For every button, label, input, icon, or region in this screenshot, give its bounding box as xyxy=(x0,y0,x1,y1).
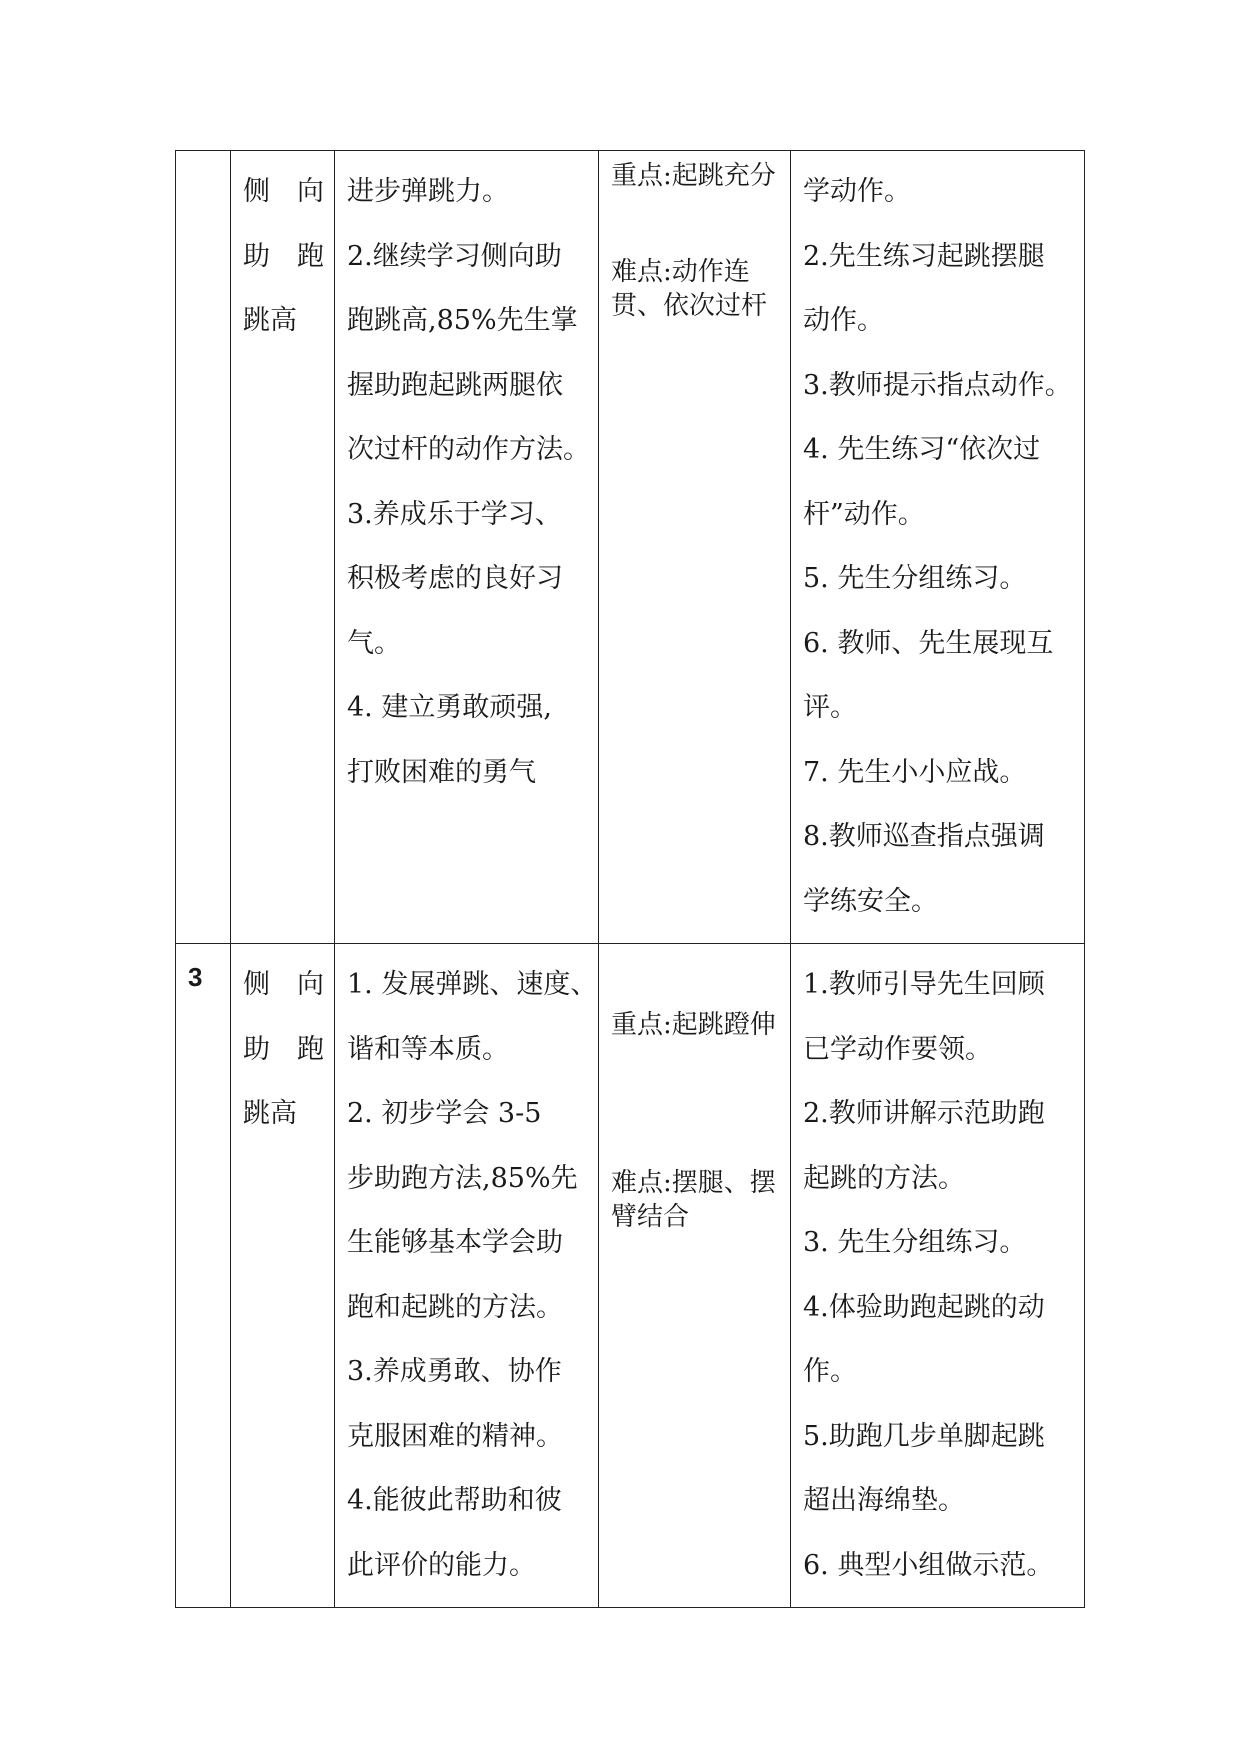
topic-char: 助 xyxy=(243,1033,270,1065)
key-points-cell xyxy=(599,151,791,944)
procedure-line: 6. 教师、先生展现互 xyxy=(803,627,1054,659)
objective-line: 4.能彼此帮助和彼 xyxy=(347,1485,562,1516)
procedure-cell xyxy=(791,944,1085,1608)
objective-line: 3.养成乐于学习、 xyxy=(347,498,562,530)
table-row xyxy=(176,944,1085,1608)
table-row xyxy=(176,151,1085,944)
objective-line: 谐和等本质。 xyxy=(347,1033,509,1065)
key-point-focus: 重点:起跳充分 xyxy=(611,161,776,191)
objective-line: 进步弹跳力。 xyxy=(347,176,509,207)
key-points-cell xyxy=(599,944,791,1608)
procedure-line: 2.教师讲解示范助跑 xyxy=(803,1098,1045,1129)
topic-char: 跑 xyxy=(297,1033,324,1065)
key-point-difficulty: 难点:动作连贯、依次过杆 xyxy=(611,257,768,321)
topic-char: 跳高 xyxy=(243,1098,297,1129)
objective-line: 打败困难的勇气 xyxy=(347,756,536,788)
procedure-line: 5.助跑几步单脚起跳 xyxy=(803,1420,1045,1452)
lesson-plan-table xyxy=(175,150,1085,1608)
procedure-line: 3.教师提示指点动作。 xyxy=(803,369,1072,401)
lesson-number-cell xyxy=(176,151,231,944)
procedure-line: 已学动作要领。 xyxy=(803,1033,992,1065)
procedure-line: 6. 典型小组做示范。 xyxy=(803,1549,1054,1581)
objective-line: 2.继续学习侧向助 xyxy=(347,240,562,272)
topic-line xyxy=(243,234,334,299)
topic-cell xyxy=(231,944,335,1608)
objective-line: 握助跑起跳两腿依 xyxy=(347,369,563,401)
lesson-number-cell xyxy=(176,944,231,1608)
topic-char: 侧 xyxy=(243,176,270,207)
procedure-line: 3. 先生分组练习。 xyxy=(803,1227,1027,1258)
objective-line: 次过杆的动作方法。 xyxy=(347,434,590,465)
topic-char: 向 xyxy=(297,969,324,1000)
procedure-line: 学练安全。 xyxy=(803,885,938,917)
topic-line xyxy=(243,1091,334,1156)
objective-line: 1. 发展弹跳、速度、 xyxy=(347,969,598,1000)
objective-line: 2. 初步学会 3-5 xyxy=(347,1098,542,1129)
topic-char: 跳高 xyxy=(243,305,297,336)
procedure-line: 1.教师引导先生回顾 xyxy=(803,969,1045,1000)
lesson-number: 3 xyxy=(188,962,203,992)
procedure-line: 起跳的方法。 xyxy=(803,1162,965,1194)
objectives-cell xyxy=(335,944,599,1608)
topic-char: 跑 xyxy=(297,240,324,272)
key-point-focus: 重点:起跳蹬伸 xyxy=(611,1010,776,1040)
topic-line xyxy=(243,962,334,1027)
procedure-line: 2.先生练习起跳摆腿 xyxy=(803,240,1045,272)
key-point-difficulty: 难点:摆腿、摆臂结合 xyxy=(611,1168,776,1232)
topic-line xyxy=(243,298,334,363)
procedure-line: 4. 先生练习“依次过 xyxy=(803,434,1041,465)
objective-line: 3.养成勇敢、协作 xyxy=(347,1356,562,1387)
procedure-line: 超出海绵垫。 xyxy=(803,1485,965,1516)
procedure-line: 4.体验助跑起跳的动 xyxy=(803,1291,1045,1323)
topic-char: 向 xyxy=(297,176,324,207)
objective-line: 气。 xyxy=(347,627,401,659)
objectives-cell xyxy=(335,151,599,944)
topic-cell xyxy=(231,151,335,944)
objective-line: 生能够基本学会助 xyxy=(347,1227,563,1258)
procedure-line: 评。 xyxy=(803,692,857,723)
lesson-number xyxy=(176,151,230,169)
objective-line: 4. 建立勇敢顽强, xyxy=(347,692,552,723)
objective-line: 此评价的能力。 xyxy=(347,1549,536,1581)
procedure-line: 5. 先生分组练习。 xyxy=(803,563,1027,594)
procedure-line: 动作。 xyxy=(803,305,884,336)
procedure-line: 杆”动作。 xyxy=(803,498,925,530)
procedure-line: 8.教师巡查指点强调 xyxy=(803,821,1045,852)
topic-line xyxy=(243,1027,334,1092)
procedure-line: 作。 xyxy=(803,1356,857,1387)
objective-line: 积极考虑的良好习 xyxy=(347,563,563,594)
topic-line xyxy=(243,169,334,234)
objective-line: 跑跳高,85%先生掌 xyxy=(347,305,578,336)
procedure-line: 学动作。 xyxy=(803,176,911,207)
procedure-cell xyxy=(791,151,1085,944)
objective-line: 跑和起跳的方法。 xyxy=(347,1291,563,1323)
objective-line: 步助跑方法,85%先 xyxy=(347,1162,578,1194)
topic-char: 助 xyxy=(243,240,270,272)
procedure-line: 7. 先生小小应战。 xyxy=(803,756,1027,788)
objective-line: 克服困难的精神。 xyxy=(347,1420,563,1452)
topic-char: 侧 xyxy=(243,969,270,1000)
